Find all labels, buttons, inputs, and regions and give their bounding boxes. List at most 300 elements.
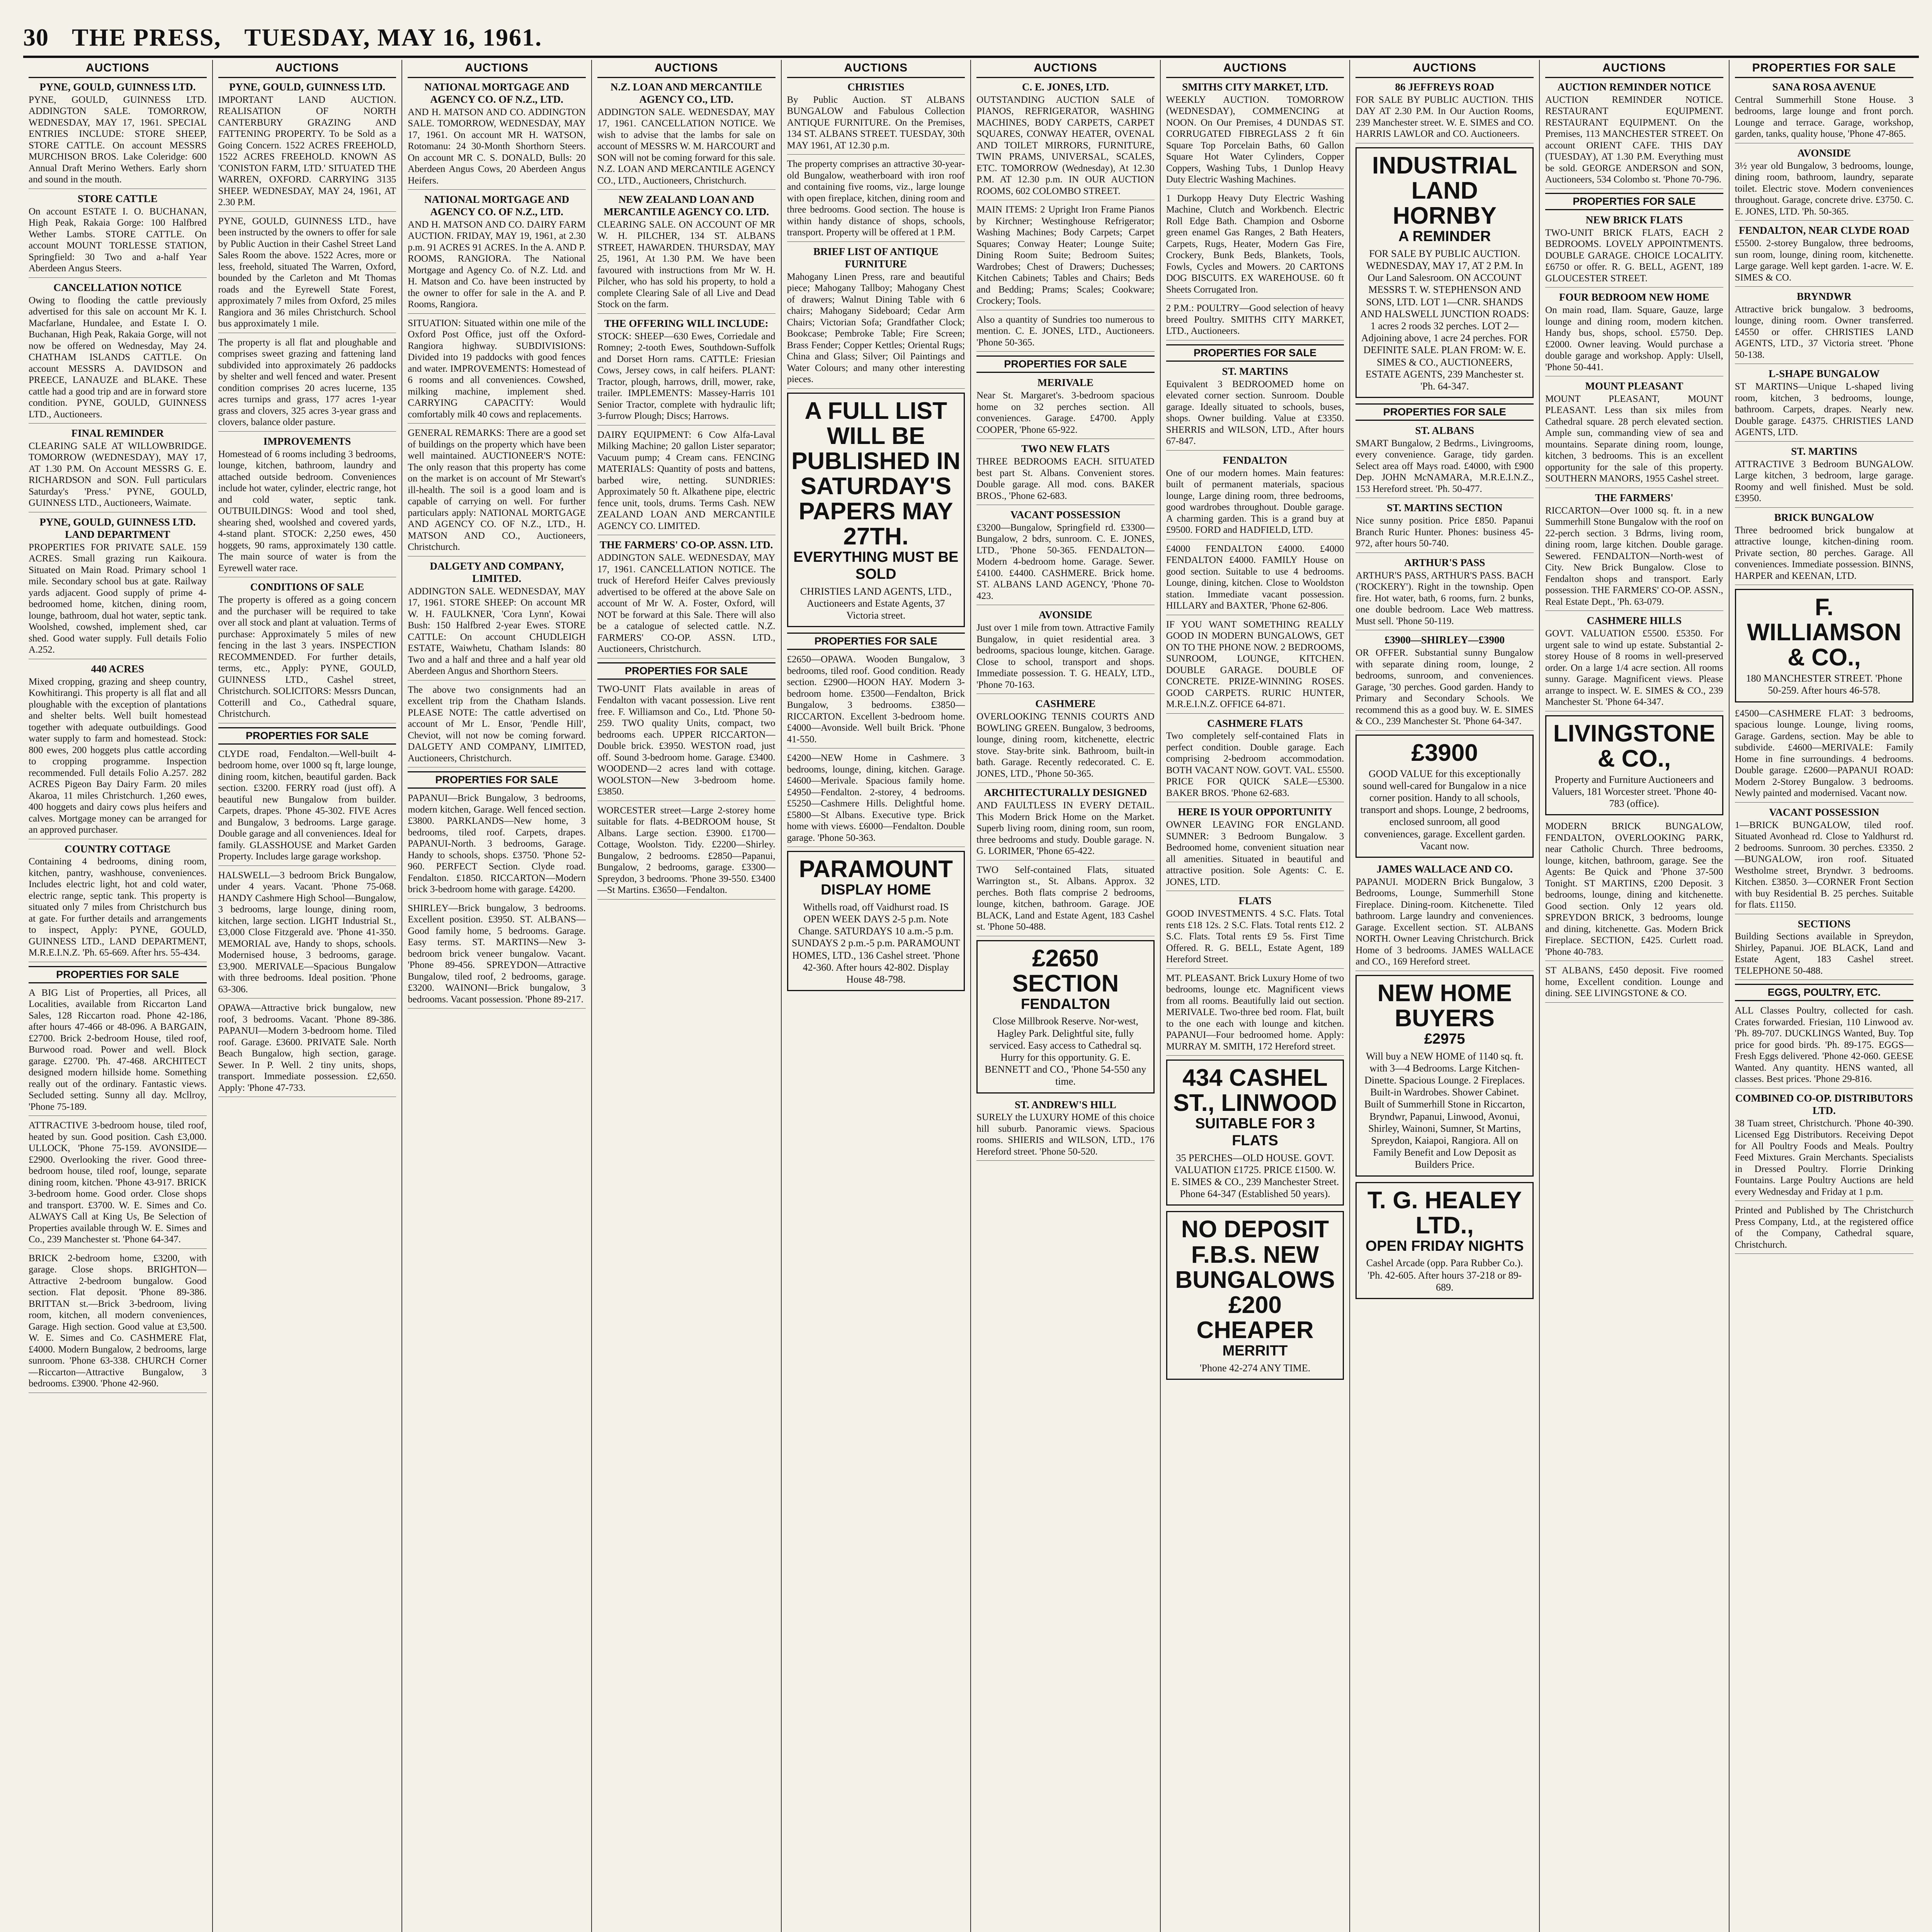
classified-advertisement	[218, 435, 396, 577]
advertisement-heading: PYNE, GOULD, GUINNESS LTD. LAND DEPARTMENT	[39, 516, 196, 540]
advertisement-body: AND FAULTLESS IN EVERY DETAIL. This Modern Brick Home on the Market. Superb living room, dining room, sun room, three bedrooms and study. Double garage. N. G. LORIMER, 'Phone 65-422.	[976, 800, 1155, 857]
advertisement-body: MODERN BRICK BUNGALOW, FENDALTON, OVERLOOKING PARK, near Catholic Church. Three bedrooms, lounge, kitchen, bathroom, garage. See the Agents: Be Quick and 'Phone 37-500 Tonight. ST MARTINS, £200 Deposit. 3 bedrooms, lounge, dining and kitchenette. Good section. Only 12 years old. SPREYDON BRICK, 3 bedrooms, lounge and dining, kitchenette. Gas. Modern Brick Fireplace. SECTION, £425. Curlett road. 'Phone 40-783.	[1545, 821, 1723, 957]
advertisement-heading: CHRISTIES	[847, 81, 905, 93]
classified-advertisement	[597, 429, 776, 536]
advertisement-heading: CASHMERE HILLS	[1587, 615, 1682, 627]
advertisement-body: ATTRACTIVE 3 Bedroom BUNGALOW. Large kitchen, 3 bedroom, large garage. Roomy and well finished. Must be sold. £3950.	[1735, 459, 1914, 504]
advertisement-body: Nice sunny position. Price £850. Papanui Branch Ruric Hunter. Phones: business 45-972, after hours 50-740.	[1355, 515, 1534, 549]
advertisement-body: 3½ year old Bungalow, 3 bedrooms, lounge, dining room, bathroom, laundry, separate toilet. Electric stove. Modern conveniences throughout. Garage, concrete drive. £3750. C. E. JONES, LTD. 'Ph. 50-365.	[1735, 160, 1914, 217]
advertisement-body: GENERAL REMARKS: There are a good set of buildings on the property which have been well maintained. AUCTIONEER'S NOTE: The only reason that this property has come on the market is on account of Mr Stewart's ill-health. The soil is a good loam and is capable of carrying on well. For further particulars apply: NATIONAL MORTGAGE AND AGENCY CO. OF N.Z., LTD., H. MATSON AND CO., Auctioneers, Christchurch.	[408, 428, 586, 553]
classified-advertisement	[218, 81, 396, 212]
advertisement-heading: CASHMERE	[1035, 698, 1096, 710]
column-heading: AUCTIONS	[218, 60, 396, 78]
classified-advertisement	[1355, 425, 1534, 498]
advertisement-heading: ST. MARTINS SECTION	[1387, 502, 1503, 514]
advertisement-body: AUCTION REMINDER NOTICE. RESTAURANT EQUIPMENT. RESTAURANT EQUIPMENT. On the Premises, 113 MANCHESTER STREET. On account ORIENT CAFE. THIS DAY (TUESDAY), AT 1.30 P.M. Everything must be sold. GEORGE ANDERSON and SON, Auctioneers, 534 Colombo st. 'Phone 70-796.	[1545, 94, 1723, 185]
classified-advertisement	[1545, 821, 1723, 961]
display-advertisement	[1166, 1060, 1344, 1206]
column-4	[592, 60, 782, 1932]
display-headline: NO DEPOSIT F.B.S. NEW BUNGALOWS £200 CHEAPER	[1175, 1216, 1335, 1344]
classified-advertisement	[29, 987, 207, 1116]
advertisement-body: CLYDE road, Fendalton.—Well-built 4-bedroom home, over 1000 sq ft, large lounge, dining room, kitchen, beautiful garden. Back section. £3200. FERRY road (just off). A beautiful new Bungalow from builder. Carpets, drapes. 'Phone 45-302. FIVE Acres and Bungalow, 3 bedrooms. Large garage. Double garage and all conveniences. Ideal for family. GLASSHOUSE and Market Garden Property. Includes large garage workshop.	[218, 748, 396, 862]
section-heading: PROPERTIES FOR SALE	[1166, 344, 1344, 362]
classified-advertisement	[1545, 965, 1723, 1003]
classified-advertisement	[1166, 303, 1344, 340]
advertisement-body: PYNE, GOULD, GUINNESS LTD. ADDINGTON SALE. TOMORROW, WEDNESDAY, MAY 17, 1961. SPECIAL ENTRIES INCLUDE: STORE SHEEP, STORE CATTLE. On account MESSRS MURCHISON BROS. Lake Coleridge: 600 Annual Draft Merino Wethers. Early shorn and sound in the mouth.	[29, 94, 207, 185]
display-headline: £2650 SECTION	[1012, 945, 1119, 997]
display-advertisement	[787, 393, 965, 628]
advertisement-body: ADDINGTON SALE. WEDNESDAY, MAY 17, 1961. CANCELLATION NOTICE. We wish to advise that the lambs for sale on account of MESSRS W. M. HARCOURT and SON will not be coming forward for this sale. N.Z. LOAN AND MERCANTILE AGENCY CO., LTD., Auctioneers, Christchurch.	[597, 107, 776, 186]
column-heading: PROPERTIES FOR SALE	[1735, 60, 1913, 78]
advertisement-body: CLEARING SALE. ON ACCOUNT OF MR W. H. PILCHER, 134 ST. ALBANS STREET, HAWARDEN. THURSDAY, MAY 25, 1961, At 1.30 P.M. We have been favoured with instructions from Mr W. H. Pilcher, who has sold his property, to hold a complete Clearing Sale of all Live and Dead Stock on the farm.	[597, 219, 776, 310]
display-subheadline: £2975	[1424, 1031, 1465, 1047]
column-6	[971, 60, 1161, 1932]
advertisement-body: SMART Bungalow, 2 Bedrms., Livingrooms, every convenience. Garage, tidy garden. Select area off Mays road. £4000, with £900 Dep. JOHN McNAMARA, M.R.E.I.N.Z., 153 Hereford street. 'Ph. 50-477.	[1355, 438, 1534, 494]
advertisement-body: MAIN ITEMS: 2 Upright Iron Frame Pianos by Kirchner; Westinghouse Refrigerator; Washing Machines; Body Carpets; Carpet Squares; Conway Heater; Lounge Suite; Dining Room Suite; Bedroom Suites; Wardrobes; Chest of Drawers; Duchesses; Kitchen Cabinets; Tables and Chairs; Beds and Bedding; Prams; Scales; Cookware; Crockery; Tools.	[976, 204, 1155, 306]
advertisement-heading: ST. MARTINS	[1791, 445, 1857, 457]
advertisement-body: The property is offered as a going concern and the purchaser will be required to take over all stock and plant at valuation. Terms of purchase: Approximately 5 miles of new fencing in the last 3 years. INSPECTION RECOMMENDED. For further details, terms, etc., Apply: PYNE, GOULD, GUINNESS LTD., Cashel street, Christchurch. SOLICITORS: Messrs Duncan, Cotterill and Co., Cathedral square, Christchurch.	[218, 595, 396, 719]
advertisement-heading: ST. ANDREW'S HILL	[1015, 1099, 1116, 1111]
column-7	[1161, 60, 1350, 1932]
classified-advertisement	[597, 805, 776, 900]
advertisement-body: BRICK 2-bedroom home, £3200, with garage. Close shops. BRIGHTON—Attractive 2-bedroom bungalow. Good section. Flat deposit. 'Phone 89-386. BRITTAN st.—Brick 3-bedroom, living room, kitchen, all modern conveniences, Garage. High section. Good value at £3,500. W. E. Simes and Co. CASHMERE Flat, £4000. Modern Bungalow, 2 bedrooms, large sunroom. 'Phone 63-338. CHURCH Corner—Riccarton—Attractive Bungalow, 3 bedrooms. £3900. 'Phone 42-960.	[29, 1253, 207, 1389]
classified-advertisement	[218, 748, 396, 866]
classified-advertisement	[408, 560, 586, 680]
classified-advertisement	[1166, 619, 1344, 714]
paper-name: THE PRESS,	[72, 24, 221, 51]
section-heading: PROPERTIES FOR SALE	[787, 633, 965, 650]
classified-advertisement	[597, 539, 776, 658]
advertisement-heading: AVONSIDE	[1797, 147, 1851, 159]
classified-advertisement	[597, 684, 776, 801]
advertisement-heading: FENDALTON	[1223, 454, 1287, 466]
advertisement-heading: PYNE, GOULD, GUINNESS LTD.	[39, 81, 196, 93]
classified-advertisement	[1735, 512, 1913, 585]
classified-advertisement	[1735, 291, 1913, 364]
classified-advertisement	[976, 1099, 1155, 1161]
advertisement-body: £4000 FENDALTON £4000. £4000 FENDALTON £4000. FAMILY House on good section. Suitable to use 4 bedrooms. Lounge, dining, kitchen. Close to Wooldston station. Immediate vacant possession. HILLARY and BAXTER, 'Phone 62-806.	[1166, 543, 1344, 611]
display-body: CHRISTIES LAND AGENTS, LTD., Auctioneers and Estate Agents, 37 Victoria street.	[800, 585, 952, 621]
advertisement-body: Three bedroomed brick bungalow at attractive lounge, kitchen-dining room. Private section, 80 perches. Garage. All conveniences. Immediate possession. BINNS, HARPER and KEENAN, LTD.	[1735, 525, 1914, 581]
advertisement-body: Near St. Margaret's. 3-bedroom spacious home on 32 perches section. All conveniences. Garage. £4700. Apply COOPER, 'Phone 65-922.	[976, 390, 1155, 435]
display-headline: PARAMOUNT	[799, 856, 953, 883]
column-heading: AUCTIONS	[597, 60, 776, 78]
advertisement-heading: TWO NEW FLATS	[1021, 443, 1110, 455]
advertisement-heading: 86 JEFFREYS ROAD	[1395, 81, 1494, 93]
column-9	[1540, 60, 1730, 1932]
advertisement-heading: ST. ALBANS	[1415, 425, 1474, 437]
classified-advertisement	[1166, 718, 1344, 803]
advertisement-body: TWO Self-contained Flats, situated Warrington st., St. Albans. Approx. 32 perches. Both flats comprise 2 bedrooms, lounge, kitchen, bathroom. Garage. JOE BLACK, Land and Estate Agent, 183 Cashel st. 'Phone 50-488.	[976, 864, 1155, 932]
classified-advertisement	[218, 870, 396, 999]
advertisement-heading: NATIONAL MORTGAGE AND AGENCY CO. OF N.Z., LTD.	[424, 81, 570, 105]
advertisement-body: The above two consignments had an excellent trip from the Chatham Islands. PLEASE NOTE: The cattle advertised on account of Mr L. Ensor, 'Pendle Hill', Cheviot, will not now be coming forward. DALGETY AND COMPANY, LIMITED, Auctioneers, Christchurch.	[408, 684, 586, 764]
classified-advertisement	[1735, 368, 1913, 441]
classified-advertisement	[218, 581, 396, 723]
advertisement-body: On main road, Ilam. Square, Gauze, large lounge and dining room, modern kitchen. Handy bus, shops, school. £5750. Dep. £2000. Owner leaving. Would purchase a double garage and workshop. Apply: Ulsell, 'Phone 50-441.	[1545, 305, 1723, 372]
display-headline: 434 CASHEL ST., LINWOOD	[1173, 1065, 1337, 1117]
classified-advertisement	[976, 204, 1155, 310]
advertisement-body: Printed and Published by The Christchurch Press Company, Ltd., at the registered office of the Company, Cathedral square, Christchurch.	[1735, 1205, 1914, 1250]
classified-advertisement	[976, 864, 1155, 936]
section-heading: PROPERTIES FOR SALE	[597, 662, 776, 680]
classified-advertisement	[1735, 806, 1913, 914]
classified-advertisement	[787, 654, 965, 748]
column-heading: AUCTIONS	[1166, 60, 1344, 78]
classified-advertisement	[976, 81, 1155, 200]
advertisement-body: IF YOU WANT SOMETHING REALLY GOOD IN MODERN BUNGALOWS, GET ON TO THE PHONE NOW. 2 BEDROOMS, SUNROOM, LOUNGE, KITCHEN. DOUBLE GARAGE. DOUBLE OF CONCRETE. PRIZE-WINNING ROSES. GOOD CARPETS. RURIC HUNTER, M.R.E.I.N.Z. OFFICE 64-871.	[1166, 619, 1344, 710]
display-body: Will buy a NEW HOME of 1140 sq. ft. with 3—4 Bedrooms. Large Kitchen-Dinette. Spacious Lounge. 2 Fireplaces. Built-in Wardrobes. Shower Cabinet. Built of Summerhill Stone in Riccarton, Bryndwr, Papanui, Linwood, Avonui, Shirley, Wainoni, Sumner, St Martins, Spreydon, Kaiapoi, Rangiora. All on Family Benefit and Low Deposit as Builders Price.	[1364, 1050, 1525, 1170]
advertisement-body: TWO-UNIT Flats available in areas of Fendalton with vacant possession. Live rent free. F. Williamson and Co., Ltd. 'Phone 50-259. TWO quality Units, compact, two bedrooms each. UPPER RICCARTON—Double brick. £3950. WESTON road, just off. Sound 3-bedroom home. Garage. £3400. WOODEND—2 acres land with cottage. WOOLSTON—New 3-bedroom home. £3850.	[597, 684, 776, 797]
classified-advertisement	[1355, 634, 1534, 730]
classified-advertisement	[976, 787, 1155, 860]
advertisement-body: GOOD INVESTMENTS. 4 S.C. Flats. Total rents £18 12s. 2 S.C. Flats. Total rents £12. 2 S.C. Flats. Total rents £9 5s. First Time Offered. R. G. BELL, Estate Agent, 189 Hereford Street.	[1166, 908, 1344, 965]
masthead	[23, 15, 1919, 58]
advertisement-body: PYNE, GOULD, GUINNESS LTD., have been instructed by the owners to offer for sale by Public Auction in their Cashel Street Land Sales Room the above. 1522 Acres, more or less, freehold, situated The Warren, Oxford, bounded by the Carleton and Mt Thomas roads and the Eyrewell State Forest, approximately 7 miles from Oxford, 25 miles Rangiora and 36 miles Christchurch. School bus approximately 1 mile.	[218, 216, 396, 329]
advertisement-body: One of our modern homes. Main features: built of permanent materials, spacious lounge, Large dining room, three bedrooms, good wardrobes throughout. Double garage. A charming garden. This is a grand buy at £9500. FORD and HADFIELD, LTD.	[1166, 468, 1344, 536]
classified-advertisement	[976, 609, 1155, 694]
advertisement-heading: N.Z. LOAN AND MERCANTILE AGENCY CO., LTD.	[611, 81, 762, 105]
advertisement-heading: NEW ZEALAND LOAN AND MERCANTILE AGENCY CO. LTD.	[604, 194, 769, 218]
advertisement-body: Just over 1 mile from town. Attractive Family Bungalow, in quiet residential area. 3 bedrooms, spacious lounge, kitchen. Garage. Close to school, transport and shops. Immediate possession. T. G. HEALY, LTD., 'Phone 70-163.	[976, 622, 1155, 690]
advertisement-body: SITUATION: Situated within one mile of the Oxford Post Office, just off the Oxford-Rangiora highway. SUBDIVISIONS: Divided into 19 paddocks with good fences and water. IMPROVEMENTS: Homestead of 6 rooms and all conveniences. Cowshed, milking machine, implement shed. CARRYING CAPACITY: Would comfortably milk 40 cows and replacements.	[408, 318, 586, 420]
display-subheadline: MERRITT	[1222, 1342, 1288, 1359]
classified-advertisement	[408, 793, 586, 899]
classified-advertisement	[1166, 366, 1344, 451]
section-heading: PROPERTIES FOR SALE	[1545, 193, 1723, 210]
advertisement-heading: NEW BRICK FLATS	[1585, 214, 1683, 226]
classified-advertisement	[29, 516, 207, 659]
classified-advertisement	[1735, 918, 1913, 980]
advertisement-body: Two completely self-contained Flats in perfect condition. Double garage. Each comprising 2-bedroom accommodation. BOTH VACANT NOW. GOVT. VAL. £5500. PRICE FOR QUICK SALE—£5300. BAKER BROS. 'Phone 62-683.	[1166, 731, 1344, 798]
column-heading: AUCTIONS	[29, 60, 207, 78]
advertisement-body: MT. PLEASANT. Brick Luxury Home of two bedrooms, lounge etc. Magnificent views from all rooms. Beautifully laid out section. MERIVALE. Two-three bed room. Flat, built to the one each with lounge and kitchen. PAPANUI—Four bedroomed home. Apply: MURRAY M. SMITH, 172 Hereford street.	[1166, 973, 1344, 1052]
advertisement-body: 1—BRICK BUNGALOW, tiled roof. Situated Avonhead rd. Close to Yaldhurst rd. 2 bedrooms. Sunroom. 30 perches. £3350. 2—BUNGALOW, iron roof. Situated Westholme street, Bryndwr. 3 bedrooms. Kitchen. £3850. 3—CORNER Front Section with buy Residential B. 25 perches. Suitable for flats. £1150.	[1735, 820, 1914, 910]
advertisement-heading: COMBINED CO-OP. DISTRIBUTORS LTD.	[1735, 1092, 1913, 1116]
advertisement-heading: STORE CATTLE	[77, 192, 158, 204]
advertisement-heading: C. E. JONES, LTD.	[1022, 81, 1109, 93]
advertisement-heading: FINAL REMINDER	[71, 427, 164, 439]
advertisement-heading: MERIVALE	[1037, 377, 1094, 389]
classified-advertisement	[1735, 1205, 1913, 1254]
classified-advertisement	[1355, 863, 1534, 971]
advertisement-body: 1 Durkopp Heavy Duty Electric Washing Machine, Clutch and Workbench. Electric Roll Edge Bath. Champion and Osborne green enamel Gas Ranges, 2 Bath Heaters, Carpets, Rugs, Heater, Modern Gas Fire, Crockery, Bunk Beds, Blankets, Tools, Fowls, Cycles and Mowers. 20 CARTONS DOG BISCUITS. EX WAREHOUSE. 60 ft Sheets Corrugated Iron.	[1166, 193, 1344, 295]
classified-advertisement	[1545, 214, 1723, 287]
classified-advertisement	[1735, 147, 1913, 221]
classified-advertisement	[218, 337, 396, 432]
advertisement-body: GOVT. VALUATION £5500. £5350. For urgent sale to wind up estate. Substantial 2-storey House of 8 rooms in well-preserved order. On a large 1/4 acre section. All rooms sunny. Garage. Magnificent views. Please arrange to inspect. W. E. SIMES & CO., 239 Manchester St. 'Phone 64-347.	[1545, 628, 1723, 707]
advertisement-heading: SECTIONS	[1798, 918, 1851, 930]
display-body: 35 PERCHES—OLD HOUSE. GOVT. VALUATION £1725. PRICE £1500. W. E. SIMES & CO., 239 Manchester Street. Phone 64-347 (Established 50 years).	[1171, 1152, 1339, 1200]
column-5	[782, 60, 971, 1932]
classified-advertisement	[29, 1253, 207, 1393]
advertisement-heading: 440 ACRES	[91, 663, 144, 675]
advertisement-heading: AUCTION REMINDER NOTICE	[1557, 81, 1711, 93]
advertisement-body: Also a quantity of Sundries too numerous to mention. C. E. JONES, LTD., Auctioneers. 'Phone 50-365.	[976, 314, 1155, 348]
advertisement-body: Mahogany Linen Press, rare and beautiful piece; Mahogany Tallboy; Mahogany Chest of drawers; Walnut Dining Table with 6 chairs; Mahogany Sideboard; Cedar Arm Chairs; Victorian Sofa; Grandfather Clock; Bookcase; Pembroke Table; Fire Screen; Brass Fender; Copper Kettles; Oriental Rugs; China and Glass; Silver; Oil Paintings and Water Colours; and many other interesting pieces.	[787, 271, 965, 385]
advertisement-body: AND H. MATSON AND CO. ADDINGTON SALE. TOMORROW, WEDNESDAY, MAY 17, 1961. On account MR H. WATSON, Rotomanu: 24 30-Month Shorthorn Steers. On account MR C. S. DONALD, Bulls: 20 Aberdeen Angus Cows, 20 Aberdeen Angus Heifers.	[408, 107, 586, 186]
classified-advertisement	[1355, 81, 1534, 143]
display-headline: £3900	[1411, 739, 1478, 766]
advertisement-body: Building Sections available in Spreydon, Shirley, Papanui. JOE BLACK, Land and Estate Agent, 183 Cashel street. TELEPHONE 50-488.	[1735, 931, 1914, 976]
display-headline: A FULL LIST WILL BE PUBLISHED IN SATURDAY'S PAPERS MAY 27TH.	[791, 397, 961, 550]
advertisement-heading: SANA ROSA AVENUE	[1772, 81, 1876, 93]
display-advertisement	[1545, 715, 1723, 816]
classified-advertisement	[787, 246, 965, 389]
display-advertisement	[1355, 975, 1534, 1177]
advertisement-heading: BRIEF LIST OF ANTIQUE FURNITURE	[813, 245, 939, 270]
display-headline: LIVINGSTONE & CO.,	[1553, 720, 1715, 772]
classified-advertisement	[408, 427, 586, 556]
display-body: GOOD VALUE for this exceptionally sound well-cared for Bungalow in a nice corner position. Handy to all schools, transport and shops. Lounge, 2 bedrooms, enclosed sunroom, all good conveniences, garage. Excellent garden. Vacant now.	[1360, 768, 1529, 852]
advertisement-heading: ARTHUR'S PASS	[1404, 556, 1485, 568]
classified-advertisement	[1735, 708, 1913, 803]
advertisement-body: The property is all flat and ploughable and comprises sweet grazing and fattening land subdivided into approximately 26 paddocks by shelter and well fenced and water. Present condition comprises 20 acres lucerne, 135 acres turnips and grass, 177 acres 1-year grass and clovers, 325 acres 3-year grass and clovers, balance older pasture.	[218, 337, 396, 428]
classified-advertisement	[1166, 454, 1344, 539]
advertisement-body: Central Summerhill Stone House. 3 bedrooms, large lounge and front porch. Lounge and terrace. Garage, workshop, garden, tanks, quality house, 'Phone 47-865.	[1735, 94, 1914, 139]
advertisement-body: Owing to flooding the cattle previously advertised for this sale on account Mr K. I. Macfarlane, Hundalee, and Estate I. O. Buchanan, High Peak, Rakaia Gorge, will not now be offered on Wednesday, May 24. CHATHAM ISLANDS CATTLE. On account MESSRS A. DAVIDSON and PREECE, LANAUZE and BLAKE. These cattle had a good trip and are in forward store condition. PYNE, GOULD, GUINNESS LTD., Auctioneers.	[29, 295, 207, 420]
advertisement-body: STOCK: SHEEP—630 Ewes, Corriedale and Romney; 2-tooth Ewes, Southdown-Suffolk and Dorset Horn rams. CATTLE: Friesian Cows, Jersey cows, in calf heifers. PLANT: Tractor, plough, harrows, drill, mower, rake, trailer. IMPLEMENTS: Massey-Harris 101 Senior Tractor, complete with hydraulic lift; 3-furrow Plough; Discs; Harrows.	[597, 331, 776, 422]
advertisement-body: On account ESTATE I. O. BUCHANAN, High Peak, Rakaia Gorge: 100 Halfbred Wether Lambs. STORE CATTLE. On account MOUNT TORLESSE STATION, Springfield: 30 Two and a-half Year Aberdeen Angus Steers.	[29, 206, 207, 274]
display-headline: F. WILLIAMSON & CO.,	[1747, 594, 1901, 671]
column-heading: AUCTIONS	[408, 60, 586, 78]
advertisement-body: OPAWA—Attractive brick bungalow, new roof, 3 bedrooms. Vacant. 'Phone 89-386. PAPANUI—Modern 3-bedroom home. Tiled roof. Garage. £3600. PRIVATE Sale. North Beach Bungalow, high section, garage. Sewer. In P. Well. 2 tiny units, shops, transport. Immediate possession. £2,650. Apply: 'Phone 47-733.	[218, 1003, 396, 1093]
advertisement-body: PAPANUI. MODERN Brick Bungalow, 3 Bedrooms, Lounge, Summerhill Stone Fireplace. Dining-room. Kitchenette. Tiled bathroom. Large laundry and conveniences. Garage. Excellent section. ST. ALBANS NORTH. Owner Leaving Christchurch. Brick Home of 3 bedrooms. JAMES WALLACE and CO., 169 Hereford street.	[1355, 876, 1534, 967]
advertisement-body: £2650—OPAWA. Wooden Bungalow, 3 bedrooms, tiled roof. Good condition. Ready section. £2900—HOON HAY. Modern 3-bedroom home. £3500—Fendalton, Brick Bungalow, 3 bedrooms. £3850—RICCARTON. Excellent 3-bedroom home. £4000—Avonside. Well built Brick. 'Phone 41-550.	[787, 654, 965, 745]
section-heading: EGGS, POULTRY, ETC.	[1735, 984, 1913, 1001]
display-body: Withells road, off Vaidhurst road. IS OPEN WEEK DAYS 2-5 p.m. Note Change. SATURDAYS 10 a.m.-5 p.m. SUNDAYS 2 p.m.-5 p.m. PARAMOUNT HOMES, LTD., 136 Cashel street. 'Phone 42-360. After hours 42-802. Display House 48-798.	[791, 901, 960, 985]
classified-advertisement	[408, 318, 586, 424]
classified-advertisement	[1545, 81, 1723, 189]
advertisement-body: HALSWELL—3 bedroom Brick Bungalow, under 4 years. Vacant. 'Phone 75-068. HANDY Cashmere High School—Bungalow, 3 bedrooms, large lounge, dining room, kitchen, large section. LIGHT Industrial St., £3,000 Close Fitzgerald ave. 'Phone 41-350. MEMORIAL ave, Handy to shops, schools. Modernised house, 3 bedrooms, garage. £3,900. MERIVALE—Spacious Bungalow with three bedrooms. Ideal position. 'Phone 63-306.	[218, 870, 396, 995]
classified-advertisement	[976, 314, 1155, 352]
classified-advertisement	[218, 216, 396, 333]
advertisement-body: AND H. MATSON AND CO. DAIRY FARM AUCTION. FRIDAY, MAY 19, 1961, at 2.30 p.m. 91 ACRES 91 ACRES. In the A. AND P. ROOMS, RANGIORA. The National Mortgage and Agency Co. of N.Z. Ltd. and H. Matson and Co. have been instructed by the owner to offer for sale in the A. and P. Rooms, Rangiora.	[408, 219, 586, 310]
columns-area	[23, 60, 1919, 1932]
advertisement-body: Homestead of 6 rooms including 3 bedrooms, lounge, kitchen, bathroom, laundry and attached outside bedroom. Conveniences include hot water, cylinder, electric range, hot and cold water, septic tank. OUTBUILDINGS: Wood and tool shed, shearing shed, woolshed and covered yards, 4-stand plant. STOCK: 2,250 ewes, 450 hoggets, 90 rams, approximately 130 cattle. The main source of water is from the Eyrewell water race.	[218, 449, 396, 573]
display-headline: INDUSTRIAL LAND HORNBY	[1372, 152, 1517, 230]
display-advertisement	[1735, 589, 1913, 702]
advertisement-heading: MOUNT PLEASANT	[1585, 380, 1684, 392]
advertisement-body: 2 P.M.: POULTRY—Good selection of heavy breed Poultry. SMITHS CITY MARKET, LTD., Auctioneers.	[1166, 303, 1344, 337]
advertisement-body: SHIRLEY—Brick bungalow, 3 bedrooms. Excellent position. £3950. ST. ALBANS—Good family home, 5 bedrooms. Garage. Easy terms. ST. MARTINS—New 3-bedroom brick veneer bungalow. Vacant. 'Phone 89-456. SPREYDON—Attractive Bungalow, tiled roof, 2 bedrooms, garage. £3200. WAINONI—Brick bungalow, 3 bedrooms. Vacant possession. 'Phone 89-217.	[408, 903, 586, 1005]
classified-advertisement	[29, 81, 207, 189]
advertisement-body: TWO-UNIT BRICK FLATS, EACH 2 BEDROOMS. LOVELY APPOINTMENTS. DOUBLE GARAGE. CHOICE LOCALITY. £6750 or offer. R. G. BELL, AGENT, 189 GLOUCESTER STREET.	[1545, 227, 1723, 284]
column-heading: AUCTIONS	[1545, 60, 1723, 78]
display-subheadline: A REMINDER	[1398, 228, 1491, 245]
advertisement-heading: COUNTRY COTTAGE	[65, 843, 171, 855]
column-heading: AUCTIONS	[976, 60, 1155, 78]
classified-advertisement	[1166, 81, 1344, 189]
advertisement-body: PROPERTIES FOR PRIVATE SALE. 159 ACRES. Small grazing run Kaikoura. Situated on Main Road. Primary school 1 mile. Secondary school bus at gate. Railway yards adjacent. Good supply of prime 4-bedroomed home, kitchen, dining room, lounge, bathroom, dual hot water, septic tank. Woolshed, cowshed, implement shed, car shed. Good water supply. Full details Folio A.252.	[29, 542, 207, 655]
classified-advertisement	[1355, 502, 1534, 553]
classified-advertisement	[1166, 895, 1344, 968]
advertisement-body: MOUNT PLEASANT, MOUNT PLEASANT. Less than six miles from Cathedral square. 28 perch elevated section. Ample sun, commanding view of sea and mountains. Separate dining room, lounge, kitchen, 3 bedrooms. This is an excellent opportunity for the sale of this property. SOUTHERN MANORS, 1955 Cashel street.	[1545, 393, 1723, 484]
column-3	[402, 60, 592, 1932]
advertisement-body: OWNER LEAVING FOR ENGLAND. SUMNER: 3 Bedroom Bungalow. 3 Bedroomed home, convenient situation near all amenities. Situated in beautiful and attractive position. Sole Agents: C. E. JONES, LTD.	[1166, 820, 1344, 887]
advertisement-heading: £3900—SHIRLEY—£3900	[1384, 634, 1505, 646]
display-body: Property and Furniture Auctioneers and Valuers, 181 Worcester street. 'Phone 40-783 (office).	[1551, 774, 1717, 810]
display-body: 180 MANCHESTER STREET. 'Phone 50-259. After hours 46-578.	[1746, 673, 1902, 696]
advertisement-body: PAPANUI—Brick Bungalow, 3 bedrooms, modern kitchen, Garage. Well fenced section. £3800. PARKLANDS—New home, 3 bedrooms, tiled roof. Carpets, drapes. PAPANUI-North. 3 bedrooms, Garage. Handy to schools, shops. £3750. 'Phone 52-960. PERFECT Section. Clyde road. Fendalton. £1850. RICCARTON—Modern brick 3-bedroom home with garage. £4200.	[408, 793, 586, 895]
advertisement-heading: VACANT POSSESSION	[1769, 806, 1879, 818]
classified-advertisement	[976, 377, 1155, 439]
classified-advertisement	[1545, 492, 1723, 611]
display-subheadline: EVERYTHING MUST BE SOLD	[793, 549, 959, 582]
advertisement-body: WEEKLY AUCTION. TOMORROW (WEDNESDAY), COMMENCING at NOON. On Our Premises, 4 DUNDAS ST. CORRUGATED FIBREGLASS 2 ft 6in Square Top Porcelain Baths, 60 Gallon Square Hot Water Cylinders, Copper Coppers, Washing Tubs, 1 Dunlop Heavy Duty Electric Washing Machines.	[1166, 94, 1344, 185]
classified-advertisement	[1735, 1092, 1913, 1201]
classified-advertisement	[408, 81, 586, 190]
advertisement-body: ADDINGTON SALE. WEDNESDAY, MAY 17, 1961. STORE SHEEP: On account MR W. H. FAULKNER, 'Cora Lynn', Kowai Bush: 150 Halfbred 2-year Ewes. STORE CATTLE: On account CHUDLEIGH ESTATE, Waiwhetu, Chatham Islands: 80 Two and a half and three and a half year old Aberdeen Angus and Shorthorn Steers.	[408, 586, 586, 677]
display-body: Cashel Arcade (opp. Para Rubber Co.). 'Ph. 42-605. After hours 37-218 or 89-689.	[1366, 1257, 1523, 1293]
advertisement-body: 38 Tuam street, Christchurch. 'Phone 40-390. Licensed Egg Distributors. Receiving Depot for All Poultry Foods and Meals. Poultry Feed Mixtures. Grain Merchants. Specialists in Dressed Poultry. Florrie Drinking Fountains. Large Poultry Auctions are held every Wednesday and Friday at 1 p.m.	[1735, 1118, 1914, 1197]
classified-advertisement	[787, 81, 965, 155]
classified-advertisement	[408, 684, 586, 768]
advertisement-body: £4500—CASHMERE FLAT: 3 bedrooms, spacious lounge. Lounge, living rooms, Garage. Gardens, section. May be able to subdivide. £4600—MERIVALE: Family Home in fine surroundings. 4 bedrooms. Double garage. £2600—PAPANUI ROAD: Modern 2-Storey Bungalow. 3 bedrooms. Newly painted and modernised. Vacant now.	[1735, 708, 1914, 799]
column-1	[23, 60, 213, 1932]
issue-date: TUESDAY, MAY 16, 1961.	[244, 24, 543, 51]
advertisement-heading: THE OFFERING WILL INCLUDE:	[604, 317, 769, 329]
display-subheadline: SUITABLE FOR 3 FLATS	[1195, 1116, 1315, 1149]
classified-advertisement	[597, 318, 776, 425]
section-heading: PROPERTIES FOR SALE	[1355, 403, 1534, 421]
advertisement-heading: VACANT POSSESSION	[1010, 509, 1121, 521]
classified-advertisement	[1166, 973, 1344, 1056]
advertisement-body: WORCESTER street—Large 2-storey home suitable for flats. 4-BEDROOM house, St Albans. Large section. £3900. £1700—Cottage, Woolston. Tidy. £2200—Shirley. Bungalow, 2 bedrooms. £2850—Papanui, Bungalow, 2 bedrooms, garage. £3300—Spreydon, 3 bedrooms. 'Phone 39-550. £3400—St Martins. £3650—Fendalton.	[597, 805, 776, 896]
classified-advertisement	[597, 81, 776, 190]
advertisement-heading: NATIONAL MORTGAGE AND AGENCY CO. OF N.Z., LTD.	[424, 194, 570, 218]
advertisement-heading: ARCHITECTURALLY DESIGNED	[984, 787, 1147, 799]
advertisement-body: ADDINGTON SALE. WEDNESDAY, MAY 17, 1961. CANCELLATION NOTICE. The truck of Hereford Heifer Calves previously advertised to be offered at the above Sale on account of Mr W. A. Foster, Oxford, will NOT be forward at this Sale. There will also be a catalogue of selected cattle. N.Z. FARMERS' CO-OP. ASSN. LTD., Auctioneers, Christchurch.	[597, 553, 776, 655]
advertisement-heading: CONDITIONS OF SALE	[250, 581, 364, 593]
advertisement-heading: CANCELLATION NOTICE	[53, 281, 182, 293]
advertisement-heading: FENDALTON, NEAR CLYDE ROAD	[1739, 224, 1910, 236]
column-2	[213, 60, 403, 1932]
classified-advertisement	[976, 443, 1155, 505]
classified-advertisement	[597, 194, 776, 314]
classified-advertisement	[1545, 291, 1723, 376]
advertisement-body: Containing 4 bedrooms, dining room, kitchen, pantry, washhouse, conveniences. Includes electric light, hot and cold water, electric range, septic tank. This property is situated only 7 miles from Christchurch bus at gate. For further details and arrangements to inspect, Apply: PYNE, GOULD, GUINNESS LTD., LAND DEPARTMENT, M.R.E.I.N.Z. 'Ph. 65-669. After hrs. 55-434.	[29, 856, 207, 958]
advertisement-body: ATTRACTIVE 3-bedroom house, tiled roof, heated by sun. Good position. Cash £3,000. ULLOCK, 'Phone 75-159. AVONSIDE—£2900. Overlooking the river. Good three-bedroom house, tiled roof, lounge, separate dining room, kitchen. 'Phone 43-917. BRICK 3-bedroom home. Good order. Close shops and transport. £3700. W. E. Simes and Co. ALWAYS Call at King Us, Be Selection of Properties available through W. E. Simes and Co., 239 Manchester st. 'Phone 64-347.	[29, 1120, 207, 1245]
advertisement-body: Attractive brick bungalow. 3 bedrooms, lounge, dining room. Owner transferred. £4550 or offer. CHRISTIES LAND AGENTS, LTD., 37 Victoria street. 'Phone 50-138.	[1735, 304, 1914, 360]
advertisement-body: The property comprises an attractive 30-year-old Bungalow, weatherboard with iron roof and containing five rooms, viz., large lounge with open fireplace, kitchen, dining room and three bedrooms. Good section. The house is within handy distance of shops, schools, transport. Property will be offered at 1 P.M.	[787, 159, 965, 238]
display-subheadline: DISPLAY HOME	[821, 882, 931, 898]
advertisement-body: £5500. 2-storey Bungalow, three bedrooms, sun room, lounge, dining room, kitchenette. Large garage. Well kept garden. 1-acre. W. E. SIMES & CO.	[1735, 238, 1914, 283]
advertisement-heading: IMPROVEMENTS	[263, 435, 351, 447]
advertisement-body: OUTSTANDING AUCTION SALE of PIANOS, REFRIGERATOR, WASHING MACHINES, BODY CARPETS, CARPET SQUARES, CONWAY HEATER, OVENAL AND TOILET MIRRORS, FURNITURE, TWIN PRAMS, UNIVERSAL, SCALES, ETC. TOMORROW (Wednesday), At 12.30 P.M. AT 12.30 p.m. IN OUR AUCTION ROOMS, 602 COLOMBO STREET.	[976, 94, 1155, 196]
display-body: 'Phone 42-274 ANY TIME.	[1199, 1362, 1311, 1374]
advertisement-heading: AVONSIDE	[1039, 609, 1092, 621]
classified-advertisement	[408, 903, 586, 1009]
display-headline: T. G. HEALEY LTD.,	[1367, 1187, 1522, 1239]
display-advertisement	[1355, 735, 1534, 858]
advertisement-body: THREE BEDROOMS EACH. SITUATED best part St. Albans. Convenient stores. Double garage. All mod. cons. BAKER BROS., 'Phone 62-683.	[976, 456, 1155, 501]
advertisement-body: By Public Auction. ST ALBANS BUNGALOW and Fabulous Collection ANTIQUE FURNITURE. On the Premises, 134 ST. ALBANS STREET. TUESDAY, 30th MAY 1961, AT 12.30 p.m.	[787, 94, 965, 151]
advertisement-heading: FOUR BEDROOM NEW HOME	[1559, 291, 1709, 303]
classified-advertisement	[1166, 543, 1344, 615]
display-advertisement	[1166, 1211, 1344, 1379]
column-heading: AUCTIONS	[787, 60, 965, 78]
display-subheadline: FENDALTON	[1021, 996, 1110, 1012]
display-advertisement	[1355, 1182, 1534, 1299]
advertisement-heading: SMITHS CITY MARKET, LTD.	[1182, 81, 1328, 93]
advertisement-body: FOR SALE BY PUBLIC AUCTION. THIS DAY AT 2.30 P.M. In Our Auction Rooms, 239 Manchester street. W. E. SIMES and CO. HARRIS LAWLOR and CO. Auctioneers.	[1355, 94, 1534, 139]
classified-advertisement	[1735, 81, 1913, 143]
classified-advertisement	[29, 1120, 207, 1249]
classified-advertisement	[1735, 1005, 1913, 1088]
section-heading: PROPERTIES FOR SALE	[976, 355, 1155, 373]
advertisement-heading: ST. MARTINS	[1222, 365, 1288, 377]
advertisement-body: A BIG List of Properties, all Prices, all Localities, available from Riccarton Land Sales, 128 Riccarton road. Phone 42-186, after hours 47-466 or 48-096. A BARGAIN, £2700. Brick 2-bedroom House, tiled roof, Burwood road. Power and well. Block garage. £2700. 'Ph. 47-468. ARCHITECT designed modern hillside home. Something really out of the ordinary. Fantastic views. Secluded setting. Sunny all day. Mcllroy, 'Phone 75-189.	[29, 987, 207, 1112]
advertisement-body: RICCARTON—Over 1000 sq. ft. in a new Summerhill Stone Bungalow with the roof on 22-perch section. 3 Bdrms, living room, dining room, large kitchen. Double garage. Sewered. FENDALTON—North-west of City. New Brick Bungalow. Close to Fendalton shops and transport. Early possession. THE FARMERS' CO-OP. ASSN., Real Estate Dept., 'Ph. 63-079.	[1545, 505, 1723, 607]
page-number: 30	[23, 24, 49, 51]
advertisement-body: ARTHUR'S PASS, ARTHUR'S PASS. BACH ('ROCKERY'). Right in the township. Open fire. Hot water, bath, 6 rooms, furn. 2 bunks, one double bedroom. Lace Web mattress. Must sell. 'Phone 50-119.	[1355, 570, 1534, 626]
classified-advertisement	[787, 752, 965, 847]
display-advertisement	[976, 940, 1155, 1094]
classified-advertisement	[218, 1002, 396, 1097]
column-10	[1730, 60, 1919, 1932]
column-heading: AUCTIONS	[1355, 60, 1534, 78]
advertisement-heading: BRICK BUNGALOW	[1774, 511, 1874, 523]
advertisement-body: ALL Classes Poultry, collected for cash. Crates forwarded. Friesian, 110 Linwood av. 'Ph. 89-707. DUCKLINGS Wanted, Buy. Top price for good birds. 'Ph. 89-175. EGGS—Fresh Eggs delivered. 'Phone 42-060. GEESE Wanted. Any quantity. HENS wanted, all classes. Best prices. 'Phone 29-816.	[1735, 1005, 1914, 1085]
column-8	[1350, 60, 1540, 1932]
advertisement-heading: PYNE, GOULD, GUINNESS LTD.	[229, 81, 385, 93]
classified-advertisement	[408, 194, 586, 314]
display-advertisement	[1355, 147, 1534, 398]
advertisement-body: £3200—Bungalow, Springfield rd. £3300—Bungalow, 2 bdrs, sunroom. C. E. JONES, LTD., 'Phone 50-365. FENDALTON—Modern 4-bedroom home. Garage. Sewer. £4100. £4400. CASHMERE. Brick home. ST. ALBANS LAND AGENCY, 'Phone 70-423.	[976, 522, 1155, 601]
classified-advertisement	[1735, 224, 1913, 287]
advertisement-heading: DALGETY AND COMPANY, LIMITED.	[430, 560, 564, 584]
advertisement-heading: THE FARMERS'	[1595, 492, 1673, 503]
advertisement-heading: BRYNDWR	[1797, 291, 1852, 303]
display-headline: NEW HOME BUYERS	[1377, 980, 1512, 1032]
display-advertisement	[787, 851, 965, 991]
advertisement-body: OR OFFER. Substantial sunny Bungalow with separate dining room, lounge, 2 bedrooms, sunroom, and conveniences. Garage, '30 perches. Good garden. Handy to Primary and Secondary Schools. We recommend this as a good buy. W. E. SIMES & CO., 239 Manchester St. 'Phone 64-347.	[1355, 648, 1534, 727]
advertisement-heading: THE FARMERS' CO-OP. ASSN. LTD.	[600, 539, 773, 551]
display-body: Close Millbrook Reserve. Nor-west, Hagley Park. Delightful site, fully serviced. Easy access to Cathedral sq. Hurry for this opportunity. G. E. BENNETT and CO., 'Phone 54-550 any time.	[985, 1015, 1146, 1087]
advertisement-body: ST MARTINS—Unique L-shaped living room, kitchen, 3 bedrooms, lounge, bathroom. Carpets, drapes. Nearly new. Double garage. £4375. CHRISTIES LAND AGENTS, LTD.	[1735, 381, 1914, 438]
advertisement-heading: JAMES WALLACE AND CO.	[1376, 863, 1513, 875]
classified-advertisement	[29, 193, 207, 278]
section-heading: PROPERTIES FOR SALE	[218, 727, 396, 745]
advertisement-heading: CASHMERE FLATS	[1207, 717, 1303, 729]
advertisement-body: Mixed cropping, grazing and sheep country, Kowhitirangi. This property is all flat and all ploughable with the exception of plantations and shelter belts. Well built homestead together with adequate outbuildings. Good water supply to farm and homestead. Stock: 800 ewes, 200 hoggets plus cattle according to cropping programme. Inspection recommended. Full details Folio A.257. 282 ACRES Pigeon Bay Dairy Farm. 20 miles Akaroa, 11 miles Christchurch. 1,260 ewes, 400 hoggets and dairy cows plus heifers and calves. Mortgage money can be arranged for an approved purchaser.	[29, 676, 207, 835]
classified-advertisement	[976, 509, 1155, 605]
classified-advertisement	[1545, 615, 1723, 711]
advertisement-body: Equivalent 3 BEDROOMED home on elevated corner section. Sunroom. Double garage. Ideally situated to schools, buses, shops. Owner building. Value at £3350. SHERRIS and WILSON, LTD., After hours 67-847.	[1166, 379, 1344, 447]
classified-advertisement	[29, 282, 207, 423]
classified-advertisement	[29, 663, 207, 839]
advertisement-body: OVERLOOKING TENNIS COURTS AND BOWLING GREEN. Bungalow, 3 bedrooms, lounge, dining room, kitchenette, electric stove. Stay-brite sink. Bathroom, built-in bath. Garage. Recently redecorated. C. E. JONES, LTD., 'Phone 50-365.	[976, 711, 1155, 779]
advertisement-heading: FLATS	[1238, 895, 1272, 907]
classified-advertisement	[1166, 806, 1344, 891]
advertisement-heading: L-SHAPE BUNGALOW	[1769, 368, 1880, 380]
classified-advertisement	[1735, 446, 1913, 508]
classified-advertisement	[29, 427, 207, 512]
display-subheadline: OPEN FRIDAY NIGHTS	[1365, 1238, 1524, 1254]
advertisement-body: SURELY the LUXURY HOME of this choice hill suburb. Panoramic views. Spacious rooms. SHIERIS and WILSON, LTD., 176 Hereford street. 'Phone 50-520.	[976, 1112, 1155, 1157]
section-heading: PROPERTIES FOR SALE	[29, 966, 207, 983]
advertisement-body: ST ALBANS, £450 deposit. Five roomed home, Excellent condition. Lounge and dining. SEE LIVINGSTONE & CO.	[1545, 965, 1723, 999]
advertisement-body: £4200—NEW Home in Cashmere. 3 bedrooms, lounge, dining, kitchen. Garage. £4600—Merivale. Spacious family home. £4950—Fendalton. 2-storey, 4 bedrooms. £5250—Cashmere Hills. Delightful home. £5800—St Albans. Executive type. Brick home with views. £6000—Fendalton. Double garage. 'Phone 50-363.	[787, 753, 965, 843]
section-heading: PROPERTIES FOR SALE	[408, 771, 586, 789]
display-body: FOR SALE BY PUBLIC AUCTION. WEDNESDAY, MAY 17, AT 2 P.M. In Our Land Salesroom. ON ACCOUNT MESSRS T. W. STEPHENSON AND SONS, LTD. LOT 1—CNR. SHANDS AND HALSWELL JUNCTION ROADS: 1 acres 2 roods 32 perches. LOT 2—Adjoining above, 1 acre 24 perches. FOR DEFINITE SALE. PLAN FROM: W. E. SIMES & CO., AUCTIONEERS, ESTATE AGENTS, 239 Manchester st. 'Ph. 64-347.	[1360, 248, 1529, 392]
advertisement-heading: HERE IS YOUR OPPORTUNITY	[1178, 806, 1332, 818]
advertisement-body: DAIRY EQUIPMENT: 6 Cow Alfa-Laval Milking Machine; 20 gallon Lister separator; Vacuum pump; 4 Cream cans. FENCING MATERIALS: Quantity of posts and battens, barbed wire, netting. SUNDRIES: Approximately 50 ft. Alkathene pipe, electric fence unit, tools, drums. Terms Cash. NEW ZEALAND LOAN AND MERCANTILE AGENCY CO. LIMITED.	[597, 429, 776, 531]
classified-advertisement	[1355, 557, 1534, 630]
classified-advertisement	[1545, 380, 1723, 488]
classified-advertisement	[1166, 193, 1344, 299]
